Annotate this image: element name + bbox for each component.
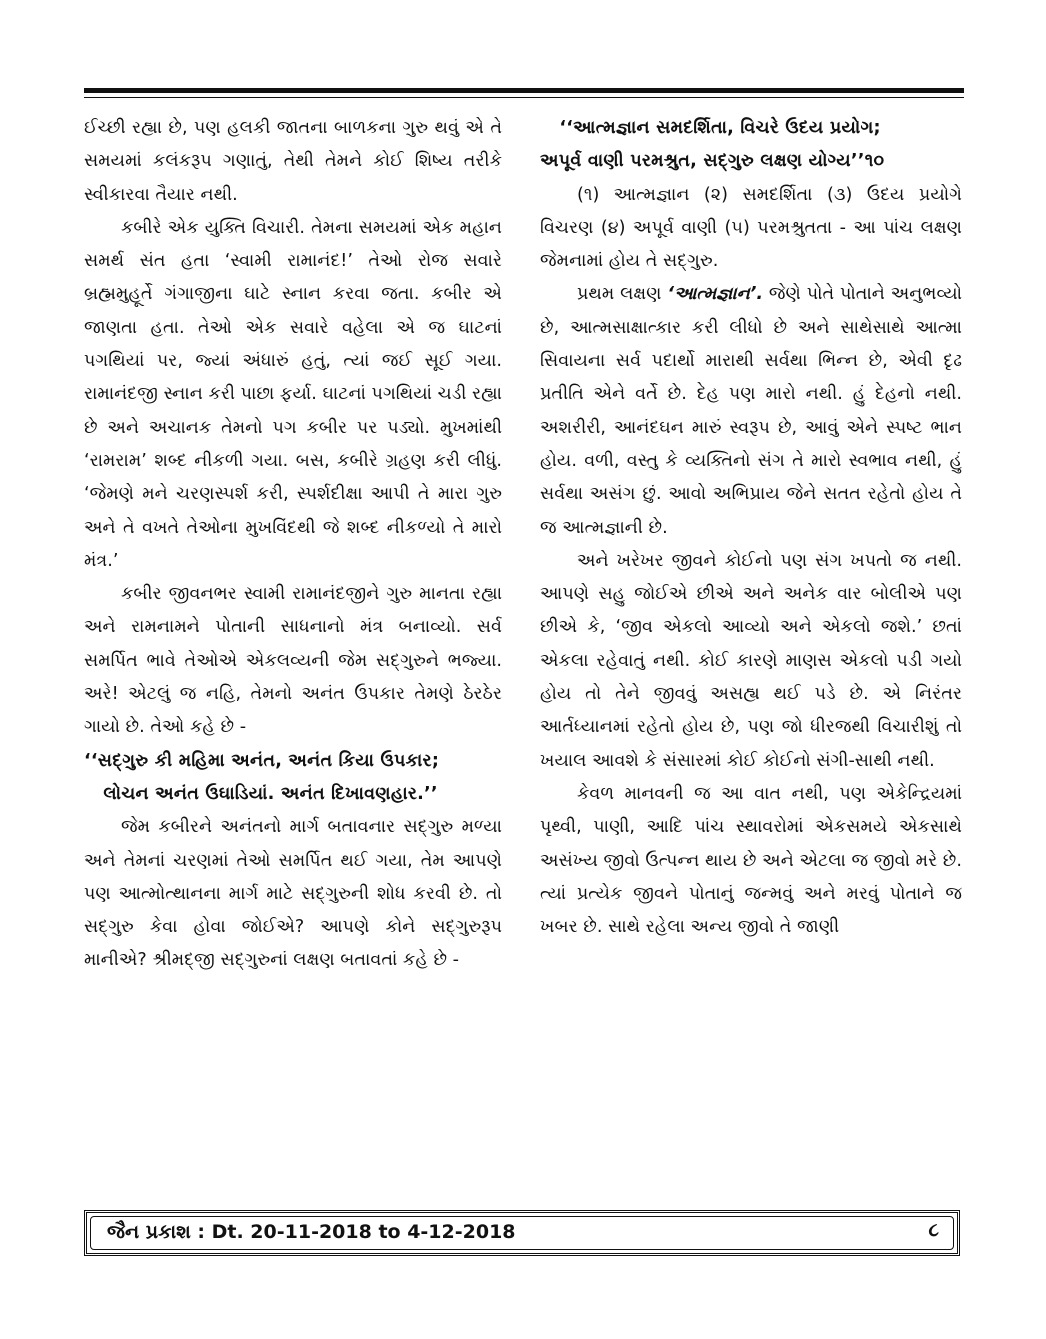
verse-line: ‘‘સદ્‌ગુરુ કી મહિમા અનંત, અનંત કિયા ઉપકાર; [84, 750, 440, 771]
paragraph: કબીરે એક યુક્તિ વિચારી. તેમના સમયમાં એક મહાન સમર્થ સંત હતા ‘સ્વામી રામાનંદ!’ તેઓ રોજ સવારે બ્રહ્મમુહૂર્તે ગંગાજીના ઘાટે સ્નાન કરવા જતા. કબીર એ જાણતા હતા. તેઓ એક સવારે વહેલા એ જ ઘાટનાં પગથિયાં પર, જ્યાં અંધારું હતું, ત્યાં જઈ સૂઈ ગયા. રામાનંદજી સ્નાન કરી પાછા ફર્યા. ઘાટનાં પગથિયાં ચડી રહ્યા છે અને અચાનક તેમનો પગ કબીર પર પડ્યો. મુખમાંથી ‘રામરામ’ શબ્દ નીકળી ગયા. બસ, કબીરે ગ્રહણ કરી લીધું. ‘જેમણે મને ચરણસ્પર્શ કરી, સ્પર્શદીક્ષા આપી તે મારા ગુરુ અને તે વખતે તેઓના મુખવિંદથી જે શબ્દ નીકળ્યો તે મારો મંત્ર.’ [84, 217, 502, 571]
paragraph: કેવળ માનવની જ આ વાત નથી, પણ એકેન્દ્રિયમાં પૃથ્વી, પાણી, આદિ પાંચ સ્થાવરોમાં એકસમયે એકસાથે અસંખ્ય જીવો ઉત્પન્ન થાય છે અને એટલા જ જીવો મરે છે. ત્યાં પ્રત્યેક જીવને પોતાનું જન્મવું અને મરવું પોતાને જ ખબર છે. સાથે રહેલા અન્ય જીવો તે જાણી [540, 783, 962, 938]
paragraph-text: જેણે પોતે પોતાને અનુભવ્યો છે, આત્મસાક્ષાત્કાર કરી લીધો છે અને સાથેસાથે આત્મા સિવાયના સર્વ પદાર્થો મારાથી સર્વથા ભિન્ન છે, એવી દૃઢ પ્રતીતિ એને વર્તે છે. દેહ પણ મારો નથી. હું દેહનો નથી. અશરીરી, આનંદઘન મારું સ્વરૂપ છે, આવું એને સ્પષ્ટ ભાન હોય. વળી, વસ્તુ કે વ્યક્તિનો સંગ તે મારો સ્વભાવ નથી, હું સર્વથા અસંગ છું. આવો અભિપ્રાય જેને સતત રહેતો હોય તે જ આત્મજ્ઞાની છે. [540, 284, 963, 538]
page-number: ૮ [928, 1219, 939, 1241]
paragraph: (૧) આત્મજ્ઞાન (૨) સમદર્શિતા (૩) ઉદય પ્રયોગે વિચરણ (૪) અપૂર્વ વાણી (૫) પરમશ્રુતતા - આ પાંચ લક્ષણ જેમનામાં હોય તે સદ્‌ગુરુ. [540, 184, 962, 272]
publication-title: જૈન પ્રકાશ : Dt. 20-11-2018 to 4-12-2018 [107, 1221, 516, 1243]
right-column [540, 112, 962, 944]
paragraph: ઈચ્છી રહ્યા છે, પણ હલકી જાતના બાળકના ગુરુ થવું એ તે સમયમાં કલંકરૂપ ગણાતું, તેથી તેમને કોઈ શિષ્ય તરીકે સ્વીકારવા તૈયાર નથી. [84, 118, 502, 205]
paragraph: અને ખરેખર જીવને કોઈનો પણ સંગ ખપતો જ નથી. આપણે સહુ જોઈએ છીએ અને અનેક વાર બોલીએ પણ છીએ કે, ‘જીવ એકલો આવ્યો અને એકલો જશે.’ છતાં એકલા રહેવાતું નથી. કોઈ કારણે માણસ એકલો પડી ગયો હોય તો તેને જીવવું અસહ્ય થઈ પડે છે. એ નિરંતર આર્તધ્યાનમાં રહેતો હોય છે, પણ જો ધીરજથી વિચારીશું તો ખયાલ આવશે કે સંસારમાં કોઈ કોઈનો સંગી-સાથી નથી. [540, 550, 962, 771]
footer-box [84, 1210, 960, 1256]
paragraph-text: પ્રથમ લક્ષણ [576, 284, 668, 305]
left-column [84, 112, 502, 978]
verse-line: અપૂર્વ વાણી પરમશ્રુત, સદ્‌ગુરુ લક્ષણ યોગ્ય’’૧૦ [540, 151, 885, 172]
paragraph: કબીર જીવનભર સ્વામી રામાનંદજીને ગુરુ માનતા રહ્યા અને રામનામને પોતાની સાધનાનો મંત્ર બનાવ્યો. સર્વ સમર્પિત ભાવે તેઓએ એકલવ્યની જેમ સદ્‌ગુરુને ભજ્યા. અરે! એટલું જ નહિ, તેમનો અનંત ઉપકાર તેમણે ઠેરઠેર ગાયો છે. તેઓ કહે છે - [84, 584, 502, 738]
paragraph: જેમ કબીરને અનંતનો માર્ગ બતાવનાર સદ્‌ગુરુ મળ્યા અને તેમનાં ચરણમાં તેઓ સમર્પિત થઈ ગયા, તેમ આપણે પણ આત્મોત્થાનના માર્ગ માટે સદ્‌ગુરુની શોધ કરવી છે. તો સદ્‌ગુરુ કેવા હોવા જોઈએ? આપણે કોને સદ્‌ગુરુરૂપ માનીએ? શ્રીમદ્‌જી સદ્‌ગુરુનાં લક્ષણ બતાવતાં કહે છે - [84, 817, 502, 971]
verse-line: લોચન અનંત ઉઘાડિયાં. અનંત દિખાવણહાર.’’ [103, 783, 438, 804]
verse-line: ‘‘આત્મજ્ઞાન સમદર્શિતા, વિચરે ઉદય પ્રયોગ; [559, 118, 881, 138]
header-rule-thick [84, 88, 964, 93]
paragraph [540, 278, 962, 544]
header-rule-thin [84, 97, 964, 98]
highlighted-term: ‘આત્મજ્ઞાન’. [667, 284, 764, 305]
